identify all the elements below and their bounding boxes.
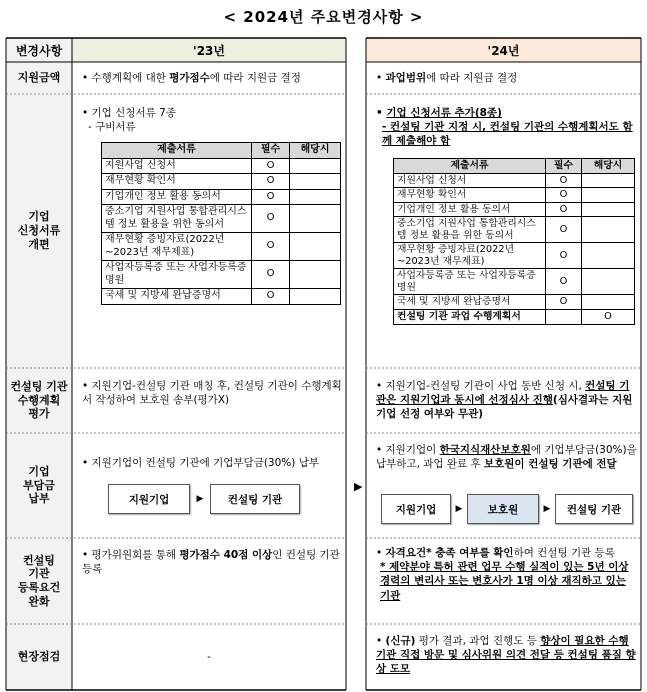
pay-2024-flow: [381, 494, 633, 524]
table-row: [102, 289, 341, 305]
doc-name-cell: 국세 및 지방세 완납증명서: [102, 289, 252, 305]
docs-table-2024: [393, 158, 635, 325]
doc-name-cell: 재무현황 확인서: [394, 188, 546, 203]
row-label-docs: 기업 신청서류 개편: [17, 210, 61, 251]
required-cell: O: [546, 202, 582, 217]
required-cell: O: [252, 205, 290, 233]
required-cell: O: [546, 269, 582, 295]
th-doc: 제출서류: [102, 143, 252, 159]
reg-2023-text: • 평가위원회를 통해 평가점수 40점 이상인 컨설팅 기관 등록: [82, 549, 340, 576]
applicable-cell: [582, 269, 635, 295]
flow-box-agency: 보호원: [467, 494, 539, 524]
pay-2023-flow: [108, 484, 300, 514]
docs-table-2023: [101, 142, 341, 305]
th-doc: 제출서류: [394, 159, 546, 174]
applicable-cell: [582, 173, 635, 188]
required-cell: O: [252, 289, 290, 305]
flow-box-consulting: 컨설팅 기관: [555, 494, 633, 524]
applicable-cell: [290, 233, 341, 261]
applicable-cell: [290, 174, 341, 190]
table-row: [394, 202, 635, 217]
row-label-reg: 컨설팅 기관 등록요건 완화: [17, 553, 61, 608]
flow-arrow-icon: ▶: [196, 494, 204, 504]
applicable-cell: [582, 295, 635, 310]
pay-2023-text: • 지원기업이 컨설팅 기관에 기업부담금(30%) 납부: [82, 457, 319, 469]
docs-2024-text: • 기업 신청서류 추가(8종) - 컨설팅 기관 지정 시, 컨설팅 기관의 수행계획서도 함께 제출해야 함: [376, 107, 633, 148]
required-cell: O: [546, 217, 582, 243]
required-cell: [546, 310, 582, 325]
required-cell: O: [546, 188, 582, 203]
eval-2023-text: • 지원기업-컨설팅 기관 매칭 후, 컨설팅 기관이 수행계획서 작성하여 보호원 송부(평가X): [82, 380, 342, 407]
doc-name-cell: 사업자등록증 또는 사업자등록증명원: [102, 261, 252, 289]
applicable-cell: [290, 189, 341, 205]
required-cell: O: [546, 243, 582, 269]
header-col-2024: '24년: [487, 43, 520, 58]
applicable-cell: [582, 243, 635, 269]
doc-name-cell: 재무현황 증빙자료(2022년 ~2023년 재무제표): [394, 243, 546, 269]
required-cell: O: [546, 295, 582, 310]
doc-name-cell: 기업개인 정보 활용 동의서: [394, 202, 546, 217]
table-row: [102, 174, 341, 190]
row-label-eval: 컨설팅 기관 수행계획 평가: [10, 379, 68, 421]
page-title: < 2024년 주요변경사항 >: [223, 8, 424, 26]
applicable-cell: [582, 188, 635, 203]
fund-2024-text: • 과업범위에 따라 지원금 결정: [376, 72, 518, 84]
table-row: [394, 173, 635, 188]
required-cell: O: [252, 233, 290, 261]
table-row: [102, 261, 341, 289]
table-row: [394, 269, 635, 295]
docs-2023-text: • 기업 신청서류 7종 - 구비서류: [82, 107, 176, 134]
table-row: [102, 189, 341, 205]
table-row: [394, 310, 635, 325]
applicable-cell: [582, 202, 635, 217]
applicable-cell: [290, 158, 341, 174]
eval-2024-text: • 지원기업-컨설팅 기관이 사업 동반 신청 시, 컨설팅 기관은 지원기업과 동시에 선정심사 진행(심사결과는 지원기업 선정 여부와 무관): [376, 380, 633, 421]
header-col-label: 변경사항: [15, 43, 63, 58]
doc-name-cell: 지원사업 신청서: [102, 158, 252, 174]
applicable-cell: [582, 217, 635, 243]
table-row: [102, 233, 341, 261]
doc-name-cell: 재무현황 증빙자료(2022년 ~2023년 재무제표): [102, 233, 252, 261]
required-cell: O: [252, 189, 290, 205]
th-required: 필수: [546, 159, 582, 174]
doc-name-cell: 중소기업 지원사업 통합관리시스템 정보 활용을 위한 동의서: [394, 217, 546, 243]
doc-name-cell: 재무현황 확인서: [102, 174, 252, 190]
flow-arrow-icon: ▶: [455, 504, 463, 514]
right-arrow-icon: ▶: [354, 480, 363, 493]
th-required: 필수: [252, 143, 290, 159]
row-label-site: 현장점검: [17, 650, 61, 664]
row-label-fund: 지원금액: [17, 71, 61, 85]
flow-arrow-icon: ▶: [543, 504, 551, 514]
flow-box-company: 지원기업: [108, 484, 190, 514]
doc-name-cell: 중소기업 지원사업 통합관리시스템 정보 활용을 위한 동의서: [102, 205, 252, 233]
th-applicable: 해당시: [582, 159, 635, 174]
doc-name-cell: 국세 및 지방세 완납증명서: [394, 295, 546, 310]
applicable-cell: [290, 289, 341, 305]
required-cell: O: [252, 158, 290, 174]
reg-2024-text: • 자격요건* 충족 여부를 확인하여 컨설팅 기관 등록 * 제약분야 특허 관련 업무 수행 실적이 있는 5년 이상 경력의 변리사 또는 변호사가 1명 이상 재직하고 있는 기관: [376, 546, 638, 603]
applicable-cell: O: [582, 310, 635, 325]
table-row: [394, 295, 635, 310]
table-row: [394, 243, 635, 269]
flow-box-company: 지원기업: [381, 494, 451, 524]
doc-name-cell: 기업개인 정보 활용 동의서: [102, 189, 252, 205]
doc-name-cell: 컨설팅 기관 과업 수행계획서: [394, 310, 546, 325]
row-label-pay: 기업 부담금 납부: [23, 464, 55, 506]
table-row: [394, 217, 635, 243]
site-2023-text: -: [207, 651, 211, 663]
doc-name-cell: 지원사업 신청서: [394, 173, 546, 188]
header-col-2023: '23년: [193, 43, 225, 58]
fund-2023-text: • 수행계획에 대한 평가점수에 따라 지원금 결정: [82, 72, 301, 84]
table-row: [102, 205, 341, 233]
table-row: [394, 188, 635, 203]
required-cell: O: [252, 174, 290, 190]
applicable-cell: [290, 205, 341, 233]
required-cell: O: [252, 261, 290, 289]
doc-name-cell: 사업자등록증 또는 사업자등록증명원: [394, 269, 546, 295]
reg-2024-note: * 제약분야 특허 관련 업무 수행 실적이 있는 5년 이상 경력의 변리사 또는 변호사가 1명 이상 재직하고 있는 기관: [380, 561, 629, 602]
flow-box-consulting: 컨설팅 기관: [210, 484, 300, 514]
table-row: [102, 158, 341, 174]
applicable-cell: [290, 261, 341, 289]
pay-2024-text: • 지원기업이 한국지식재산보호원에 기업부담금(30%)을 납부하고, 과업 완료 후 보호원이 컨설팅 기관에 전달: [376, 444, 637, 471]
th-applicable: 해당시: [290, 143, 341, 159]
required-cell: O: [546, 173, 582, 188]
site-2024-text: • (신규) 평가 결과, 과업 진행도 등 향상이 필요한 수행기관 직접 방문 및 심사위원 의견 전달 등 컨설팅 품질 향상 도모: [376, 635, 636, 676]
